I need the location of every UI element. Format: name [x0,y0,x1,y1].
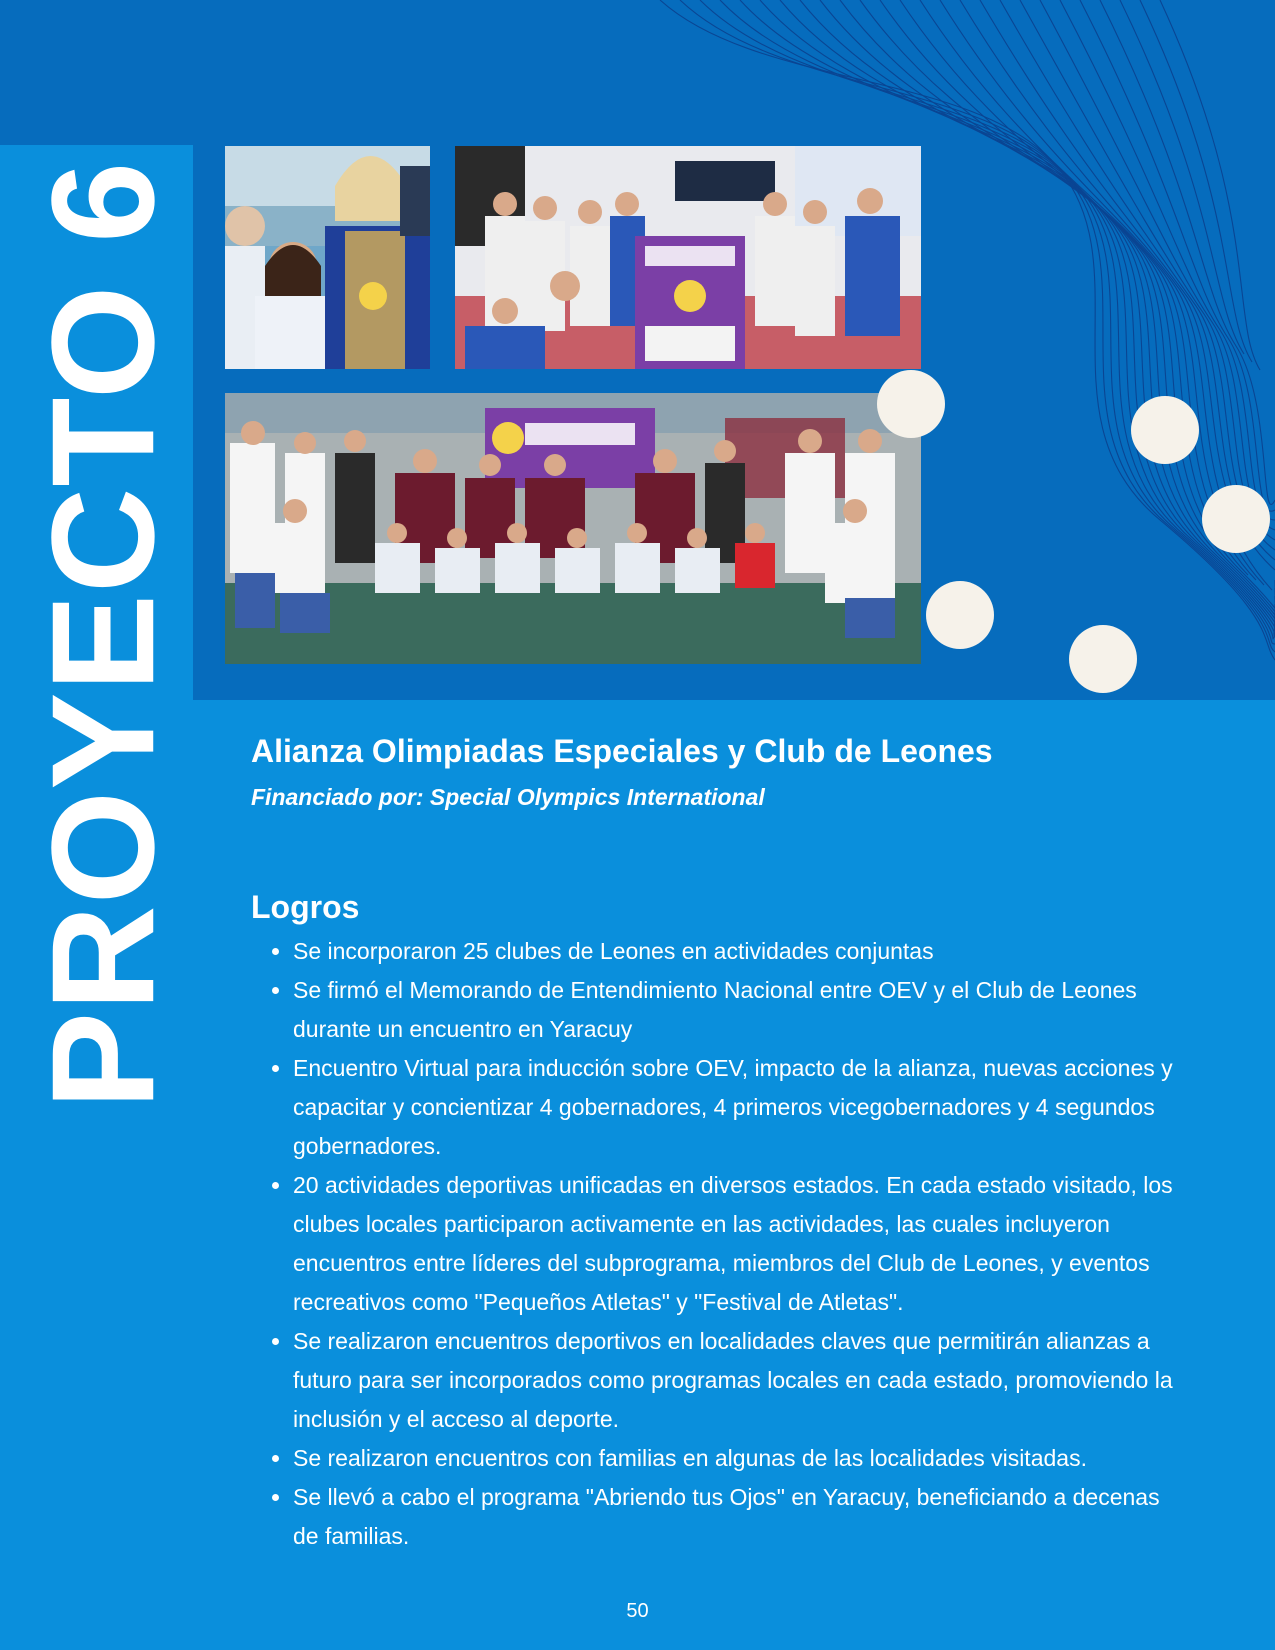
decorative-dot [1069,625,1137,693]
achievement-item: • Encuentro Virtual para inducción sobre OEV, impacto de la alianza, nuevas acciones y capacitar y concientizar 4 gobernadores, 4 primeros vicegobernadores y 4 segundos gobernadores. [293,1049,1181,1166]
photo-volunteer-girl [225,146,430,369]
decorative-dot [1202,485,1270,553]
achievement-item: • Se realizaron encuentros deportivos en localidades claves que permitirán alianzas a futuro para ser incorporados como programas locales en cada estado, promoviendo la inclusión y el acceso al deporte. [293,1322,1181,1439]
achievement-item: • 20 actividades deportivas unificadas en diversos estados. En cada estado visitado, los clubes locales participaron activamente en las actividades, las cuales incluyeron encuentros entre líderes del subprograma, miembros del Club de Leones, y eventos recreativos como "Pequeños Atletas" y "Festival de Atletas". [293,1166,1181,1322]
photo-group-banner [455,146,921,369]
achievements-heading: Logros [251,889,360,926]
photo-group-court [225,393,921,664]
page-number: 50 [626,1600,649,1622]
achievement-item: • Se firmó el Memorando de Entendimiento Nacional entre OEV y el Club de Leones durante un encuentro en Yaracuy [293,971,1181,1049]
decorative-dot [877,370,945,438]
project-title: Alianza Olimpiadas Especiales y Club de Leones [251,733,993,769]
achievement-item: • Se realizaron encuentros con familias en algunas de las localidades visitadas. [293,1439,1181,1478]
decorative-dot [926,581,994,649]
project-funder: Financiado por: Special Olympics International [251,784,765,811]
achievement-item: • Se incorporaron 25 clubes de Leones en actividades conjuntas [293,932,1181,971]
achievements-list [251,932,1181,1556]
project-content [251,732,1181,1556]
decorative-dot [1131,396,1199,464]
section-label-text: PROYECTO 6 [21,160,185,1110]
achievement-item: • Se llevó a cabo el programa "Abriendo tus Ojos" en Yaracuy, beneficiando a decenas de familias. [293,1478,1181,1556]
section-label [21,140,185,1130]
